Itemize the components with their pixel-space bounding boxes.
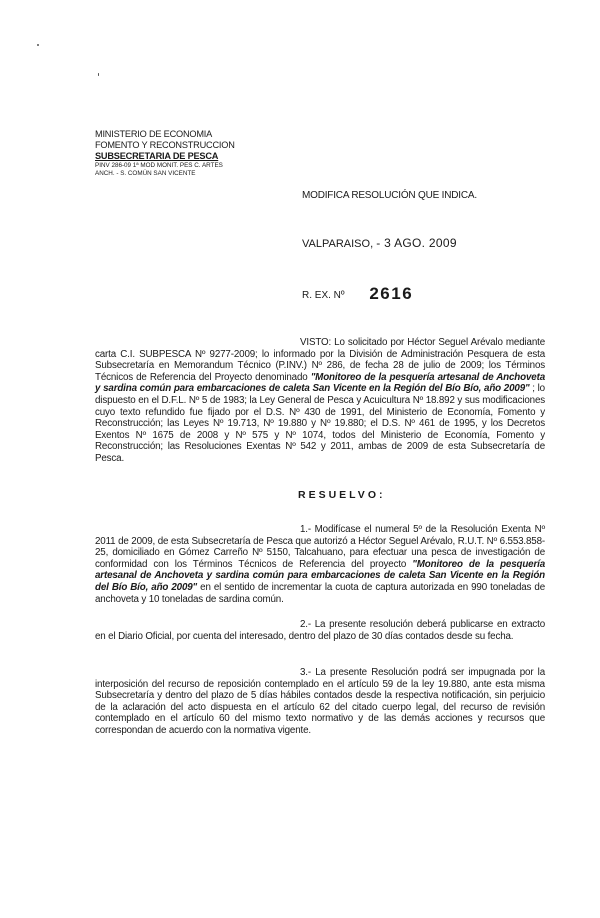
ministry-name-line1: MINISTERIO DE ECONOMIA	[95, 129, 213, 139]
point-2-text: 2.- La presente resolución deberá publicarse en extracto en el Diario Oficial, por cuenta del interesado, dentro del plazo de 30 días contados desde su fecha.	[95, 619, 545, 642]
resolution-number: 2616	[369, 284, 414, 303]
reference-code-line2: ANCH. - S. COMÚN SAN VICENTE	[95, 170, 196, 177]
resolution-number-block	[302, 284, 413, 304]
place-and-date	[302, 236, 457, 250]
scan-speck	[37, 44, 39, 46]
visto-project-title: "Monitoreo de la pesquería artesanal de Anchoveta y sardina común para embarcaciones de caleta San Vicente en la Región del Bío Bío, año 2009"	[95, 371, 545, 395]
resolution-point-1	[95, 524, 545, 605]
resolution-point-2	[95, 619, 545, 642]
resolution-label: R. EX. Nº	[302, 290, 345, 301]
point-1-project-title: "Monitoreo de la pesquería artesanal de Anchoveta y sardina común para embarcaciones de caleta San Vicente en la Región del Bío Bío, año 2009"	[95, 558, 546, 593]
reference-code-line1: PINV 286-09 1ª MOD MONIT. PES C. ARTES	[95, 162, 223, 169]
resolution-point-3	[95, 667, 545, 737]
letterhead	[95, 129, 295, 178]
scan-speck	[98, 73, 99, 76]
visto-rest: ; lo dispuesto en el D.F.L. Nº 5 de 1983; la Ley General de Pesca y Acuicultura Nº 18.892 y sus modificaciones cuyo texto refundido fue fijado por el D.S. Nº 430 de 1991, del Ministerio de Economía, Fomento y Reconstrucción; las Leyes Nº 19.713, Nº 19.880 y Nº 19.880; el D.S. Nº 461 de 1995, y los Decretos Exentos Nº 1675 de 2008 y Nº 575 y Nº 1074, todos del Ministerio de Economía, Fomento y Reconstrucción; las Resoluciones Exentas Nº 542 y 2011, ambas de 2009 de esta Subsecretaría de Pesca.	[95, 383, 545, 464]
date-stamp: - 3 AGO. 2009	[376, 236, 457, 250]
document-subject: MODIFICA RESOLUCIÓN QUE INDICA.	[302, 190, 477, 201]
visto-paragraph	[95, 337, 545, 465]
resuelvo-heading: RESUELVO:	[298, 489, 386, 501]
ministry-name-line2: FOMENTO Y RECONSTRUCCION	[95, 140, 235, 150]
subsecretaria-name: SUBSECRETARIA DE PESCA	[95, 151, 219, 161]
city: VALPARAISO,	[302, 238, 374, 250]
point-3-text: 3.- La presente Resolución podrá ser impugnada por la interposición del recurso de reposición contemplado en el artículo 59 de la ley 19.880, ante esta misma Subsecretaría y dentro del plazo de 5 días hábiles contados desde la respectiva notificación, sin perjuicio de la aclaración del acto dispuesta en el artículo 62 del citado cuerpo legal, del recurso de revisión contemplado en el artículo 60 del mismo texto normativo y de las demás acciones y recursos que correspondan de acuerdo con la normativa vigente.	[95, 667, 545, 736]
point-1-rest: en el sentido de incrementar la cuota de captura autorizada en 990 toneladas de anchoveta y 10 toneladas de sardina común.	[95, 581, 545, 605]
visto-intro: VISTO: Lo solicitado por Héctor Seguel Arévalo mediante carta C.I. SUBPESCA Nº 9277-2009; lo informado por la División de Administración Pesquera de esta Subsecretaría en Memorandum Técnico (P.INV.) Nº 286, de fecha 28 de julio de 2009; los Términos Técnicos de Referencia del Proyecto denominado	[95, 337, 545, 383]
point-1-intro: 1.- Modifícase el numeral 5º de la Resolución Exenta Nº 2011 de 2009, de esta Subsecretaría de Pesca que autorizó a Héctor Seguel Arévalo, R.U.T. Nº 6.553.858-25, domiciliado en Gómez Carreño Nº 5150, Talcahuano, para efectuar una pesca de investigación de conformidad con los Términos Técnicos de Referencia del proyecto	[95, 524, 545, 570]
